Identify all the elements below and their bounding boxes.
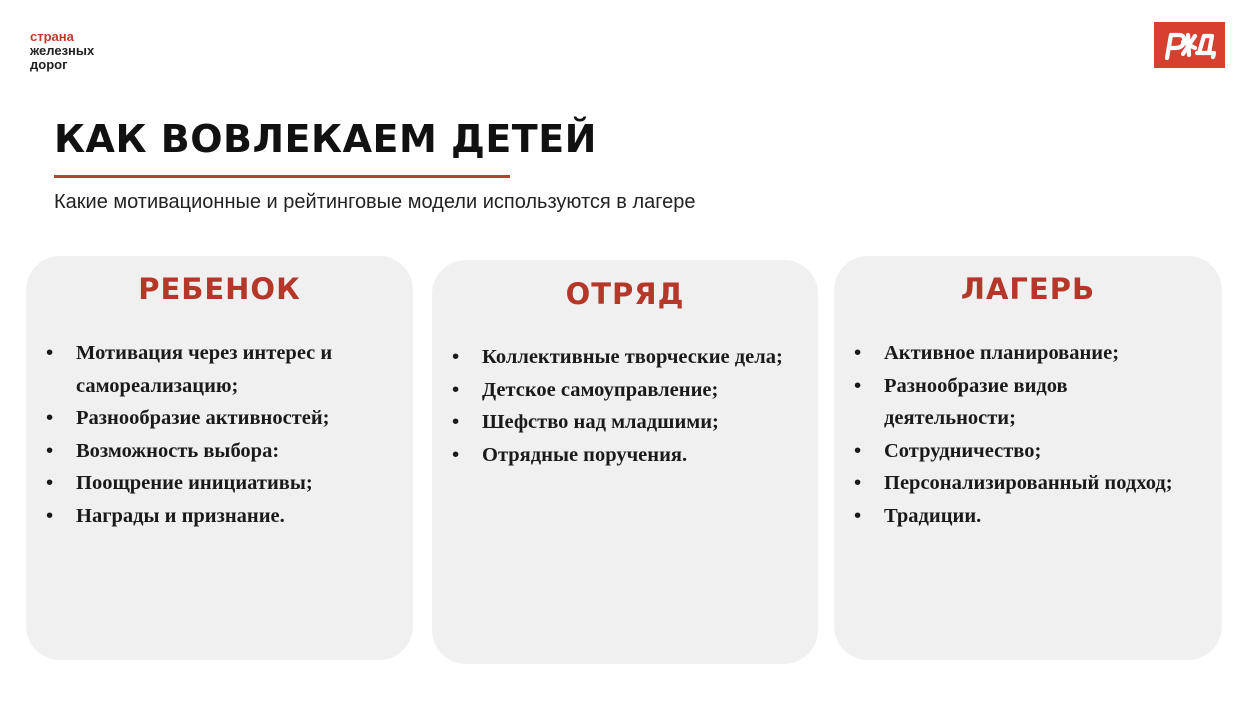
list-item: • Отрядные поручения. <box>452 439 797 472</box>
card-title: ЛАГЕРЬ <box>960 272 1096 306</box>
list-item: • Коллективные творческие дела; <box>452 341 797 374</box>
list-item: • Шефство над младшими; <box>452 406 797 439</box>
brand-line-1: страна <box>30 29 74 44</box>
list-item: • Традиции. <box>854 500 1204 533</box>
list-item: • Активное планирование; <box>854 337 1204 370</box>
card-title: ОТРЯД <box>565 277 685 311</box>
list-item: • Возможность выбора: <box>46 435 396 468</box>
rzd-logo-icon <box>1154 22 1225 68</box>
brand-wordmark <box>30 30 94 72</box>
title-underline <box>54 175 510 178</box>
list-item: • Детское самоуправление; <box>452 374 797 407</box>
card-list <box>452 341 797 471</box>
list-item: • Разнообразие активностей; <box>46 402 396 435</box>
card-list <box>46 337 396 532</box>
list-item: • Сотрудничество; <box>854 435 1204 468</box>
list-item: • Награды и признание. <box>46 500 396 533</box>
page-title: КАК ВОВЛЕКАЕМ ДЕТЕЙ <box>54 117 597 161</box>
list-item: • Мотивация через интерес и самореализацию; <box>46 337 396 402</box>
list-item: • Персонализированный подход; <box>854 467 1204 500</box>
card-camp <box>834 256 1222 660</box>
brand-line-2: железных <box>30 43 95 58</box>
list-item: • Поощрение инициативы; <box>46 467 396 500</box>
page-subtitle: Какие мотивационные и рейтинговые модели используются в лагере <box>54 191 696 213</box>
card-title: РЕБЕНОК <box>138 272 301 306</box>
card-child <box>26 256 413 660</box>
brand-line-3: дорог <box>30 57 68 72</box>
card-list <box>854 337 1204 532</box>
list-item: • Разнообразие видов деятельности; <box>854 370 1204 435</box>
card-squad <box>432 260 818 664</box>
